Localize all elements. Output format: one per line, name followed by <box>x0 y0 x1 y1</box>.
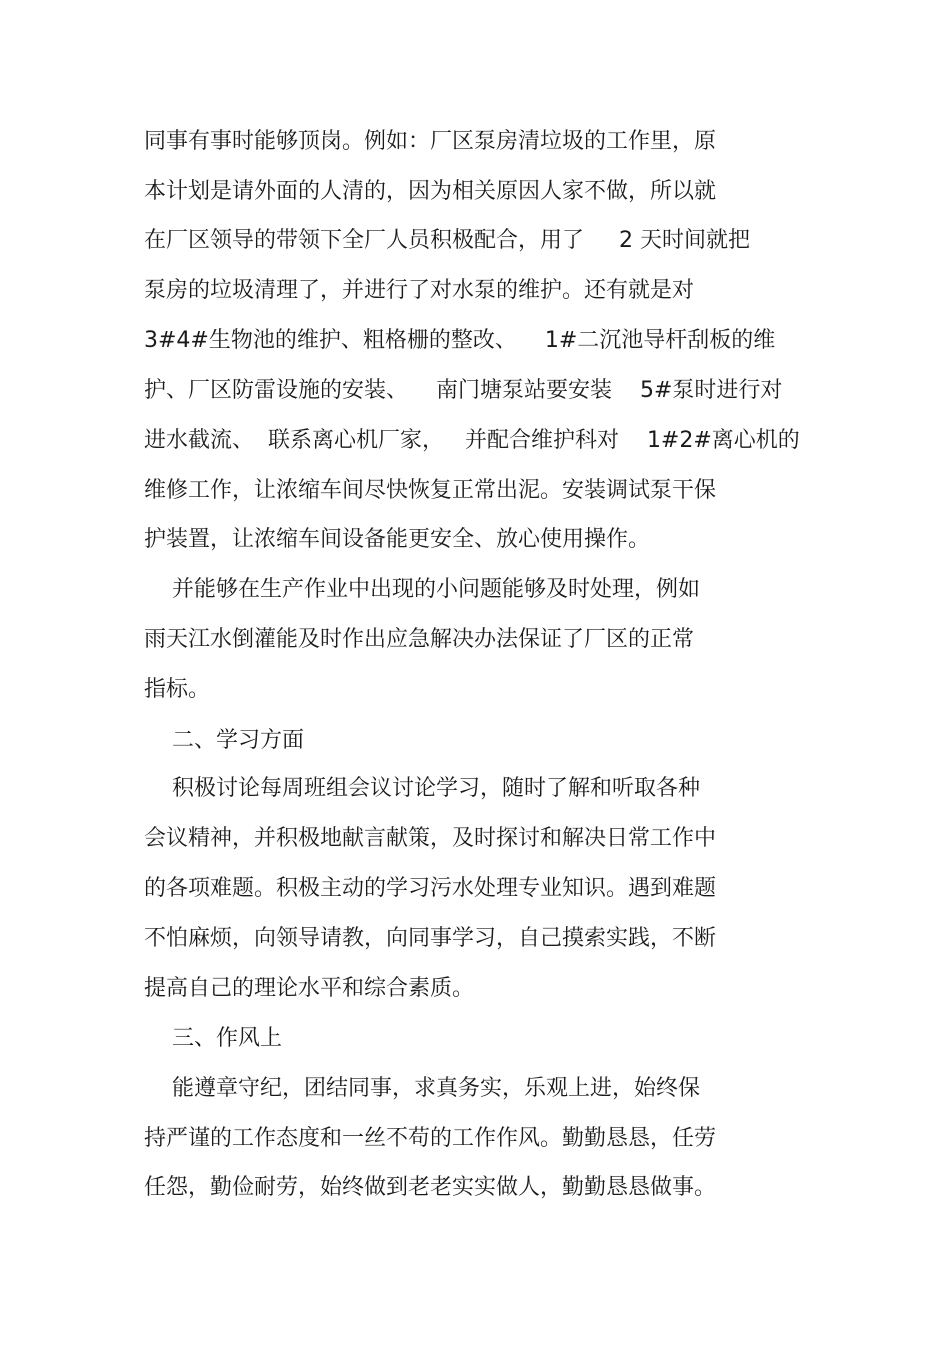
body-text-line: 本计划是请外面的人清的，因为相关原因人家不做，所以就 <box>144 179 717 204</box>
body-text-line: 会议精神，并积极地献言献策，及时探讨和解决日常工作中 <box>144 826 717 851</box>
body-text-line: 3#4#生物池的维护、粗格栅的整改、 1#二沉池导杆刮板的维 <box>144 328 776 353</box>
body-text-line: 任怨，勤俭耐劳，始终做到老老实实做人，勤勤恳恳做事。 <box>144 1175 717 1200</box>
body-text-line: 不怕麻烦，向领导请教，向同事学习，自己摸索实践，不断 <box>144 926 717 951</box>
paragraph-first-line: 并能够在生产作业中出现的小问题能够及时处理，例如 <box>144 577 700 602</box>
body-text-line: 提高自己的理论水平和综合素质。 <box>144 976 475 1001</box>
section-heading: 三、作风上 <box>144 1026 282 1051</box>
body-text-line: 指标。 <box>144 677 211 702</box>
body-text-line: 同事有事时能够顶岗。例如：厂区泵房清垃圾的工作里，原 <box>144 129 717 154</box>
paragraph-first-line: 能遵章守纪，团结同事，求真务实，乐观上进，始终保 <box>144 1076 700 1101</box>
body-text-line: 雨天江水倒灌能及时作出应急解决办法保证了厂区的正常 <box>144 627 695 652</box>
body-text-line: 维修工作，让浓缩车间尽快恢复正常出泥。安装调试泵干保 <box>144 478 717 503</box>
body-text-line: 持严谨的工作态度和一丝不苟的工作作风。勤勤恳恳，任劳 <box>144 1126 717 1151</box>
body-text-line: 护装置，让浓缩车间设备能更安全、放心使用操作。 <box>144 527 651 552</box>
body-text-line: 的各项难题。积极主动的学习污水处理专业知识。遇到难题 <box>144 876 717 901</box>
body-text-line: 进水截流、 联系离心机厂家， 并配合维护科对 1#2#离心机的 <box>144 428 800 453</box>
paragraph-first-line: 积极讨论每周班组会议讨论学习，随时了解和听取各种 <box>144 776 700 801</box>
body-text-line: 在厂区领导的带领下全厂人员积极配合，用了 2 天时间就把 <box>144 228 750 253</box>
body-text-line: 护、厂区防雷设施的安装、 南门塘泵站要安装 5#泵时进行对 <box>144 378 783 403</box>
section-heading: 二、学习方面 <box>144 728 304 753</box>
body-text-line: 泵房的垃圾清理了，并进行了对水泵的维护。还有就是对 <box>144 278 695 303</box>
